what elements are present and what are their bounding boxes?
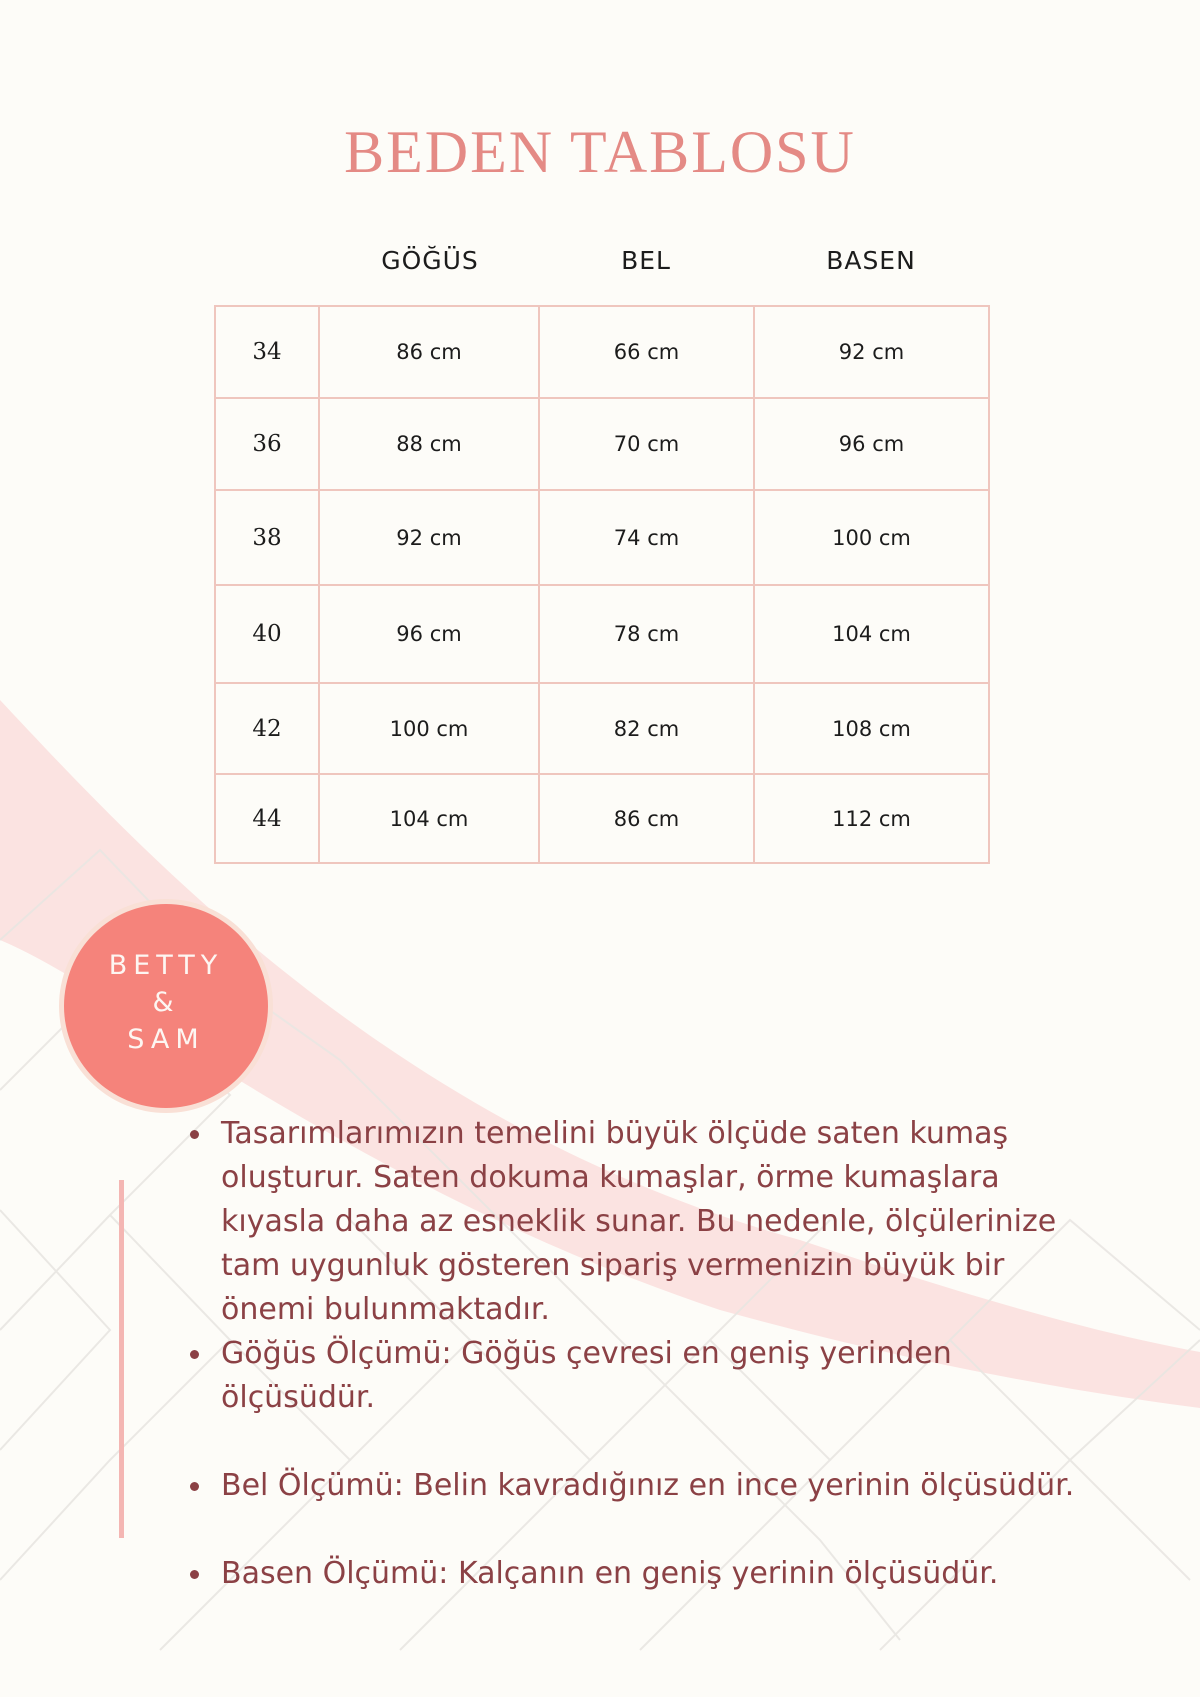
note-item: Bel Ölçümü: Belin kavradığınız en ince yerinin ölçüsüdür. — [188, 1464, 1088, 1508]
table-row — [215, 306, 989, 398]
table-row — [215, 398, 989, 490]
column-header-gogus: GÖĞÜS — [381, 246, 479, 275]
column-header-basen: BASEN — [826, 246, 916, 275]
basen-cell: 100 cm — [754, 490, 989, 585]
brand-line-3: SAM — [127, 1024, 205, 1055]
brand-line-2: & — [152, 987, 180, 1018]
basen-cell: 112 cm — [754, 774, 989, 863]
accent-bar — [119, 1180, 124, 1538]
table-row — [215, 683, 989, 774]
size-cell: 38 — [215, 490, 319, 585]
size-table — [214, 305, 990, 864]
note-item: Basen Ölçümü: Kalçanın en geniş yerinin ölçüsüdür. — [188, 1552, 1088, 1596]
size-cell: 42 — [215, 683, 319, 774]
gogus-cell: 88 cm — [319, 398, 539, 490]
brand-logo-badge — [64, 904, 268, 1108]
column-header-bel: BEL — [621, 246, 671, 275]
note-item: Tasarımlarımızın temelini büyük ölçüde saten kumaş oluşturur. Saten dokuma kumaşlar, örme kumaşlara kıyasla daha az esneklik sunar. Bu nedenle, ölçülerinize tam uygunluk gösteren sipariş vermenizin büyük bir önemi bulunmaktadır. — [188, 1112, 1088, 1332]
gogus-cell: 92 cm — [319, 490, 539, 585]
page-title: BEDEN TABLOSU — [344, 119, 856, 185]
basen-cell: 92 cm — [754, 306, 989, 398]
bel-cell: 74 cm — [539, 490, 754, 585]
basen-cell: 108 cm — [754, 683, 989, 774]
gogus-cell: 96 cm — [319, 585, 539, 683]
table-row — [215, 585, 989, 683]
bel-cell: 70 cm — [539, 398, 754, 490]
gogus-cell: 100 cm — [319, 683, 539, 774]
basen-cell: 96 cm — [754, 398, 989, 490]
brand-line-1: BETTY — [108, 950, 224, 981]
basen-cell: 104 cm — [754, 585, 989, 683]
bel-cell: 78 cm — [539, 585, 754, 683]
size-cell: 40 — [215, 585, 319, 683]
bel-cell: 86 cm — [539, 774, 754, 863]
size-cell: 44 — [215, 774, 319, 863]
size-cell: 34 — [215, 306, 319, 398]
gogus-cell: 86 cm — [319, 306, 539, 398]
bel-cell: 66 cm — [539, 306, 754, 398]
gogus-cell: 104 cm — [319, 774, 539, 863]
table-row — [215, 490, 989, 585]
note-item: Göğüs Ölçümü: Göğüs çevresi en geniş yerinden ölçüsüdür. — [188, 1332, 1088, 1420]
size-cell: 36 — [215, 398, 319, 490]
bel-cell: 82 cm — [539, 683, 754, 774]
table-row — [215, 774, 989, 863]
notes-list — [188, 1112, 1088, 1596]
